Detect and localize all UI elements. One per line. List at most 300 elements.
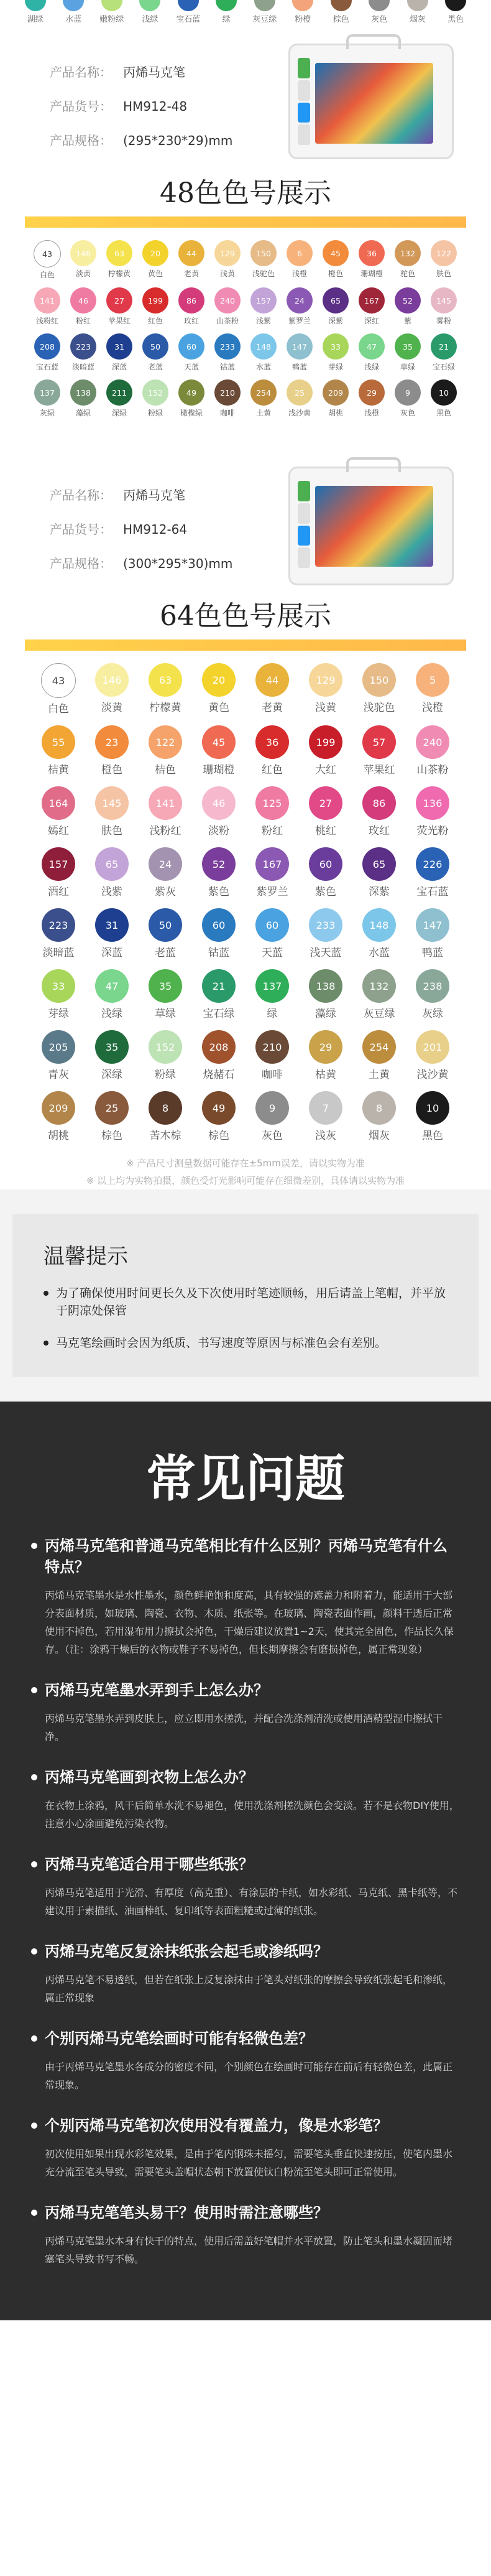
swatch-number: 226 [423,858,443,870]
swatch-number: 136 [423,797,443,809]
color-swatch [282,333,318,372]
faq-question [31,1854,460,1875]
color-swatch [282,379,318,418]
color-swatch [32,1091,85,1142]
swatch-label: 浅黄 [219,269,235,278]
color-swatch [139,663,192,715]
swatch-label: 桔色 [155,764,176,776]
swatch-circle [34,333,60,360]
color-swatch [282,287,318,326]
swatch-label: 青灰 [48,1069,69,1081]
bullet-icon [31,1861,37,1867]
color-swatch [137,333,173,372]
swatch-number: 211 [111,388,127,398]
color-swatch [299,969,352,1020]
swatch-number: 44 [265,674,279,686]
swatch-number: 148 [369,919,389,931]
swatch-label: 浅紫 [255,317,271,325]
title-bar-48 [25,216,466,228]
swatch-circle [149,1030,182,1064]
swatch-label: 玫红 [183,317,199,325]
strip-color-item [437,0,475,24]
color-swatch [282,240,318,280]
swatch-number: 254 [369,1041,389,1053]
swatch-label: 深绿 [111,409,127,417]
color-swatch [173,333,209,372]
swatch-label: 浅沙黄 [416,1069,449,1081]
faq-question-text: 个别丙烯马克笔绘画时可能有轻微色差？ [45,2030,313,2047]
swatch-label: 雾粉 [436,317,451,325]
swatch-number: 9 [405,388,410,398]
color-swatch [318,287,354,326]
swatch-circle [95,663,129,697]
swatch-number: 146 [75,248,91,258]
color-swatch [85,725,139,776]
swatch-number: 199 [147,295,163,305]
color-dot [25,0,46,11]
color-swatch [32,969,85,1020]
swatch-label: 山茶粉 [216,317,239,325]
swatch-label: 烟灰 [369,1130,390,1142]
color-swatch [318,240,354,280]
swatch-label: 浅灰 [315,1130,336,1142]
swatch-number: 152 [147,388,163,398]
faq-answer: 在衣物上涂鸦，风干后简单水洗不易褪色，使用洗涤剂搓洗颜色会变淡。若不是衣物DIY使用，注意小心涂画避免污染衣物。 [45,1800,459,1830]
swatch-circle [178,379,204,406]
color-swatch [29,240,65,280]
swatch-number: 60 [265,919,279,931]
swatch-circle [142,240,168,266]
swatch-label: 白色 [48,703,69,715]
case-artwork [315,63,433,144]
color-swatch [299,1091,352,1142]
swatch-circle [255,725,289,759]
color-swatch [246,240,282,280]
swatch-label: 紫色 [208,886,229,898]
swatch-number: 210 [219,388,236,398]
strip-color-item [360,0,399,24]
spec-size-value: (295*230*29)mm [123,133,233,148]
swatch-circle [250,287,277,314]
color-swatch [354,333,390,372]
color-swatch [139,1030,192,1081]
swatch-number: 63 [158,674,172,686]
section-gap [0,430,491,460]
swatch-number: 57 [372,736,386,748]
color-swatch [29,287,65,326]
swatch-label: 粉绿 [155,1069,176,1081]
swatch-label: 嫣红 [48,825,69,837]
strip-color-label: 浅绿 [142,15,158,24]
swatch-label: 鸭蓝 [291,363,307,371]
swatch-number: 50 [150,342,161,351]
swatch-label: 肤色 [101,825,122,837]
color-swatch [246,1030,299,1081]
color-swatch [406,786,459,837]
swatch-circle [416,663,449,697]
swatch-number: 25 [105,1102,119,1114]
color-swatch [65,287,101,326]
faq-item [31,1854,460,1920]
swatch-label: 大红 [315,764,336,776]
swatch-number: 21 [212,980,226,992]
color-dot [369,0,390,11]
swatch-circle [106,240,132,266]
color-swatch [209,379,246,418]
swatch-number: 201 [423,1041,443,1053]
swatch-number: 60 [212,919,226,931]
swatch-circle [42,1091,75,1125]
swatch-number: 52 [402,295,413,305]
color-swatch [426,379,462,418]
bullet-icon [44,1291,48,1296]
swatch-circle [70,379,96,406]
swatch-number: 223 [75,342,91,351]
color-swatch [406,908,459,959]
swatch-label: 浅橙 [364,409,379,417]
color-swatch [354,287,390,326]
color-swatch [299,1030,352,1081]
strip-color-item [284,0,323,24]
swatch-number: 31 [105,919,119,931]
swatch-circle [309,1091,342,1125]
tip-text: 为了确保使用时间更长久及下次使用时笔迹顺畅，用后请盖上笔帽，并平放于阴凉处保管 [56,1286,446,1318]
swatch-label: 浅绿 [101,1008,122,1020]
color-swatch [173,240,209,280]
color-swatch [137,287,173,326]
color-swatch [173,287,209,326]
spec-size-label: 产品规格： [50,556,112,571]
swatch-label: 灰绿 [39,409,55,417]
swatch-circle [142,333,168,360]
swatch-label: 珊瑚橙 [203,764,235,776]
swatch-label: 天蓝 [262,947,283,959]
swatch-label: 宝石绿 [203,1008,235,1020]
swatch-number: 8 [162,1102,169,1114]
product-48-block [0,37,491,418]
swatch-circle [416,969,449,1003]
swatch-label: 深蓝 [111,363,127,371]
faq-question-text: 丙烯马克笔笔头易干？使用时需注意哪些？ [45,2204,328,2221]
swatch-number: 167 [364,295,380,305]
spec-size-64 [50,554,232,572]
color-swatch [406,725,459,776]
swatch-number: 20 [212,674,226,686]
swatch-label: 紫罗兰 [288,317,311,325]
swatch-circle [95,1091,129,1125]
swatch-circle [362,969,396,1003]
color-swatch [192,663,246,715]
strip-color-item [322,0,360,24]
swatch-number: 35 [105,1041,119,1053]
swatch-number: 43 [52,674,65,687]
swatch-circle [362,725,396,759]
swatch-number: 33 [330,342,341,351]
swatch-label: 深紫 [328,317,343,325]
faq-question [31,1535,460,1578]
swatch-circle [178,240,204,266]
product-64-block [0,460,491,1189]
color-swatch [209,287,246,326]
swatch-number: 141 [39,295,55,305]
strip-color-label: 灰豆绿 [252,15,277,24]
swatch-number: 138 [316,980,336,992]
color-swatch [406,663,459,715]
color-swatch [406,847,459,898]
swatch-label: 珊瑚橙 [360,269,383,278]
pen-case-image-64 [288,467,454,585]
swatch-circle [287,333,313,360]
color-swatch [406,1030,459,1081]
faq-answer: 由于丙烯马克笔墨水各成分的密度不同，个别颜色在绘画时可能存在前后有轻微色差，此属正常现象。 [45,2061,453,2091]
swatch-label: 深蓝 [101,947,122,959]
color-swatch [299,663,352,715]
swatch-circle [255,786,289,820]
swatch-label: 烧赭石 [203,1069,235,1081]
swatch-circle [416,1030,449,1064]
swatch-grid-64 [0,663,491,1142]
swatch-label: 浅天蓝 [310,947,342,959]
bullet-icon [31,2210,37,2216]
swatch-number: 150 [369,674,389,686]
swatch-number: 9 [268,1102,276,1114]
color-swatch [139,786,192,837]
swatch-number: 50 [158,919,172,931]
color-swatch [85,663,139,715]
swatch-number: 65 [330,295,341,305]
color-swatch [352,663,406,715]
swatch-number: 44 [186,248,197,258]
section-title-48: 48色色号展示 [160,177,331,209]
swatch-circle [362,663,396,697]
swatch-circle [149,969,182,1003]
color-swatch [426,240,462,280]
swatch-number: 164 [48,797,68,809]
color-swatch [354,240,390,280]
color-dot [63,0,84,11]
swatch-label: 老黄 [183,269,199,278]
swatch-circle [362,786,396,820]
color-swatch [352,1030,406,1081]
swatch-circle [416,786,449,820]
color-swatch [32,908,85,959]
swatch-label: 浅绿 [364,363,379,371]
swatch-circle [359,379,385,406]
color-dot [292,0,313,11]
spec-name-value: 丙烯马克笔 [123,488,185,503]
swatch-circle [95,725,129,759]
color-swatch [101,379,137,418]
color-swatch [85,786,139,837]
swatch-number: 10 [426,1102,439,1114]
swatch-number: 122 [436,248,452,258]
faq-item [31,1767,460,1833]
swatch-number: 147 [423,919,443,931]
swatch-circle [323,287,349,314]
swatch-number: 60 [186,342,197,351]
swatch-number: 141 [155,797,175,809]
swatch-circle [95,969,129,1003]
swatch-label: 绿 [267,1008,278,1020]
swatch-circle [255,969,289,1003]
case-handle [346,34,401,49]
color-swatch [352,847,406,898]
spec-size-48 [50,131,232,149]
spec-model-value: HM912-48 [123,99,188,114]
color-swatch [299,908,352,959]
swatch-circle [42,847,75,881]
swatch-label: 土黄 [369,1069,390,1081]
swatch-number: 137 [39,388,55,398]
swatch-label: 橙色 [328,269,343,278]
swatch-circle [34,379,60,406]
swatch-circle [323,240,349,266]
swatch-circle [309,725,342,759]
swatch-label: 草绿 [155,1008,176,1020]
spec-size-value: (300*295*30)mm [123,556,233,571]
swatch-circle [95,847,129,881]
swatch-number: 129 [316,674,336,686]
color-swatch [192,969,246,1020]
swatch-number: 27 [114,295,125,305]
color-swatch [173,379,209,418]
color-swatch [85,1091,139,1142]
swatch-number: 52 [212,858,226,870]
swatch-label: 白色 [39,271,55,279]
swatch-number: 223 [48,919,68,931]
color-swatch [85,969,139,1020]
swatch-number: 210 [262,1041,282,1053]
swatch-label: 淡暗蓝 [42,947,75,959]
bullet-icon [31,1948,37,1955]
swatch-label: 灰色 [400,409,415,417]
swatch-number: 47 [366,342,377,351]
strip-color-label: 宝石蓝 [176,15,201,24]
color-swatch [85,908,139,959]
swatch-label: 老蓝 [155,947,176,959]
swatch-number: 23 [105,736,119,748]
swatch-circle [214,287,241,314]
strip-color-label: 粉橙 [295,15,311,24]
swatch-label: 桃红 [315,825,336,837]
strip-color-item [246,0,284,24]
swatch-label: 苦木棕 [149,1130,181,1142]
swatch-circle [431,379,457,406]
swatch-number: 86 [372,797,386,809]
swatch-label: 肤色 [436,269,451,278]
swatch-circle [202,725,236,759]
strip-color-item [16,0,55,24]
color-swatch [32,847,85,898]
swatch-label: 紫灰 [155,886,176,898]
swatch-label: 水蓝 [369,947,390,959]
swatch-circle [41,663,76,698]
notes [0,1155,491,1189]
swatch-number: 49 [212,1102,226,1114]
faq-answer: 丙烯马克笔适用于光滑、有厚度（高克重）、有涂层的卡纸，如水彩纸、马克纸、黑卡纸等，不建议用于素描纸、油画棒纸、复印纸等表面粗糙或过薄的纸张。 [45,1887,458,1917]
color-swatch [137,240,173,280]
swatch-circle [214,240,241,266]
case-artwork [315,486,433,567]
spec-size-label: 产品规格： [50,133,112,148]
color-swatch [139,847,192,898]
spec-area-48 [0,37,491,162]
swatch-number: 129 [219,248,236,258]
faq-question [31,2115,460,2136]
swatch-circle [202,908,236,942]
spec-model-64 [50,519,187,537]
color-dot [331,0,352,11]
swatch-number: 43 [42,249,53,259]
color-swatch [390,287,426,326]
swatch-label: 红色 [262,764,283,776]
swatch-label: 灰绿 [422,1008,443,1020]
color-swatch [352,786,406,837]
swatch-number: 254 [255,388,272,398]
swatch-number: 157 [255,295,272,305]
swatch-circle [95,786,129,820]
swatch-number: 209 [48,1102,68,1114]
swatch-number: 86 [186,295,197,305]
color-swatch [318,379,354,418]
swatch-number: 152 [155,1041,175,1053]
faq-heading: 常见问题 [146,1450,345,1508]
color-swatch [137,379,173,418]
swatch-circle [362,1030,396,1064]
color-swatch [32,786,85,837]
faq-question [31,1941,460,1962]
swatch-label: 浅黄 [315,702,336,714]
note-line-1: ※ 产品尺寸测量数据可能存在±5mm误差，请以实物为准 [126,1158,365,1169]
color-swatch [85,847,139,898]
color-swatch [246,379,282,418]
swatch-label: 粉红 [75,317,91,325]
swatch-circle [362,1091,396,1125]
swatch-label: 桔黄 [48,764,69,776]
swatch-circle [202,1091,236,1125]
color-swatch [390,240,426,280]
color-dot [216,0,237,11]
swatch-label: 深绿 [101,1069,122,1081]
color-swatch [246,663,299,715]
faq-question-text: 丙烯马克笔画到衣物上怎么办？ [45,1769,254,1786]
color-dot [407,0,428,11]
color-dot [139,0,160,11]
swatch-circle [287,240,313,266]
color-swatch [65,333,101,372]
swatch-number: 238 [423,980,443,992]
swatch-label: 粉红 [262,825,283,837]
swatch-circle [214,333,241,360]
swatch-circle [359,287,385,314]
swatch-circle [250,379,277,406]
swatch-circle [202,1030,236,1064]
swatch-circle [178,287,204,314]
swatch-label: 柠檬黄 [108,269,131,278]
swatch-label: 胡桃 [48,1130,69,1142]
color-swatch [352,1091,406,1142]
color-swatch [85,1030,139,1081]
color-swatch [299,847,352,898]
color-swatch [139,969,192,1020]
swatch-circle [202,969,236,1003]
strip-color-label: 绿 [222,15,231,24]
swatch-number: 147 [291,342,308,351]
swatch-label: 浅紫 [101,886,122,898]
swatch-circle [395,333,421,360]
tips-section [0,1189,491,1402]
color-dot [178,0,199,11]
